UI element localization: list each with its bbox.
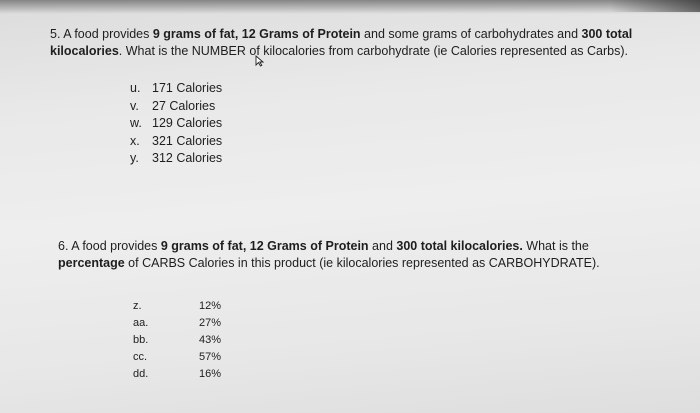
q6-text-mid: and: [368, 239, 397, 253]
q5-text-mid: and some grams of carbohydrates and: [360, 27, 582, 41]
option-text: 312 Calories: [152, 151, 223, 166]
option-label: x.: [130, 133, 140, 148]
option-x: [130, 133, 222, 151]
photo-corner-shadow: [610, 0, 700, 12]
option-label: u.: [130, 81, 141, 95]
option-dd: [133, 366, 221, 383]
question-6-options: [133, 298, 221, 383]
question-5-line-2: [50, 43, 670, 60]
question-5-options: [130, 80, 222, 168]
q6-text-end-2: of CARBS Calories in this product (ie kilocalories represented as CARBOHYDRATE).: [124, 256, 600, 270]
option-value: 57%: [198, 351, 221, 363]
option-text: 171 Calories: [152, 81, 223, 95]
option-text: 129 Calories: [152, 116, 223, 131]
question-5: [50, 26, 670, 60]
q6-text: 6. A food provides: [58, 239, 161, 253]
option-aa: [133, 315, 221, 332]
option-value: 27%: [198, 317, 221, 329]
option-text: 321 Calories: [152, 133, 223, 148]
option-label: dd.: [133, 368, 149, 380]
option-label: w.: [130, 116, 142, 131]
option-label: z.: [133, 300, 142, 312]
mouse-cursor-icon: [255, 55, 264, 67]
q5-text: 5. A food provides: [50, 27, 153, 41]
q5-text-end: . What is the NUMBER of kilocalories from carbohydrate (ie Calories represented as Carbs).: [118, 44, 629, 58]
photo-top-shadow: [0, 0, 700, 14]
question-6-line-2: [58, 255, 658, 272]
q5-bold-kilocalories: kilocalories: [50, 44, 119, 58]
option-cc: [133, 349, 221, 366]
question-5-line-1: [50, 26, 670, 43]
question-6-line-1: [58, 238, 658, 255]
option-w: [130, 115, 222, 133]
option-label: y.: [130, 151, 139, 166]
option-value: 12%: [198, 300, 221, 312]
option-y: [130, 150, 222, 168]
q6-text-end-1: What is the: [522, 239, 589, 253]
q6-bold-fat-protein: 9 grams of fat, 12 Grams of Protein: [160, 239, 369, 253]
option-text: 27 Calories: [152, 98, 216, 113]
question-6: [58, 238, 658, 272]
option-value: 16%: [198, 368, 221, 380]
option-label: bb.: [133, 334, 149, 346]
q6-bold-percentage: percentage: [58, 256, 125, 270]
option-u: [130, 80, 222, 98]
q5-bold-total: 300 total: [581, 27, 633, 41]
option-bb: [133, 332, 221, 349]
q6-bold-total: 300 total kilocalories.: [396, 239, 523, 253]
option-value: 43%: [198, 334, 221, 346]
option-label: v.: [130, 98, 139, 113]
option-z: [133, 298, 221, 315]
q5-bold-fat-protein: 9 grams of fat, 12 Grams of Protein: [152, 27, 361, 41]
option-label: aa.: [133, 317, 149, 329]
option-label: cc.: [133, 351, 148, 363]
option-v: [130, 98, 222, 116]
